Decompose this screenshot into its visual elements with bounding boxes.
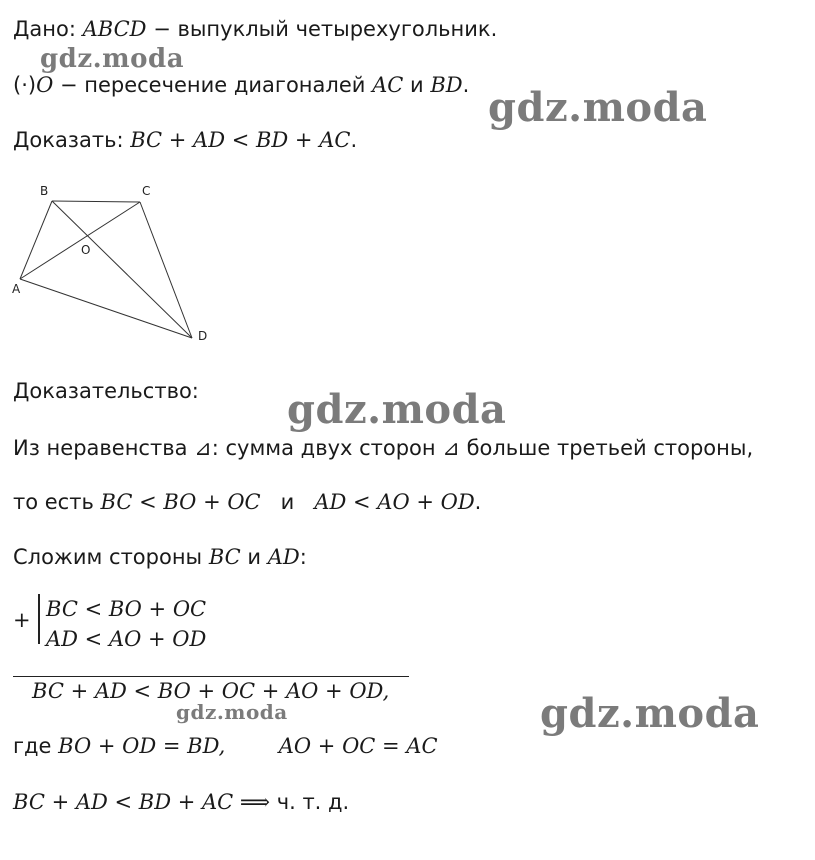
side-bc (52, 201, 140, 202)
vertex-label-a: A (12, 282, 21, 296)
watermark-bottom-right: gdz.moda (540, 690, 760, 737)
given-line-1: Дано: ABCD − выпуклый четырехугольник. (13, 17, 498, 41)
watermark-middle: gdz.moda (287, 386, 507, 433)
watermark-top-left: gdz.moda (40, 44, 185, 74)
quadrilateral-figure (8, 178, 218, 348)
side-cd (140, 202, 192, 338)
triangle-inequalities: то есть BC < BO + OC и AD < AO + OD. (13, 490, 482, 514)
vertex-label-d: D (198, 329, 208, 343)
system-inequality-2: AD < AO + OD (46, 627, 207, 651)
add-sides-line: Сложим стороны BC и AD: (13, 545, 307, 569)
diagonal-ac (20, 202, 140, 279)
vertex-label-c: C (142, 184, 151, 198)
where-line: где BO + OD = BD, AO + OC = AC (13, 734, 438, 758)
system-inequality-1: BC < BO + OC (46, 597, 207, 621)
sum-inequality: BC + AD < BO + OC + AO + OD, (32, 679, 390, 703)
watermark-top-right: gdz.moda (488, 84, 708, 131)
triangle-inequality-rule: Из неравенства ⊿: сумма двух сторон ⊿ больше третьей стороны, (13, 436, 754, 460)
side-ab (20, 201, 52, 279)
system-bracket (38, 594, 40, 644)
conclusion-line: BC + AD < BD + AC ⟹ ч. т. д. (13, 790, 350, 814)
sum-divider (13, 676, 409, 677)
vertex-label-b: B (40, 184, 49, 198)
prove-statement: Доказать: BC + AD < BD + AC. (13, 128, 358, 152)
given-line-2: (·)O − пересечение диагоналей AC и BD. (13, 73, 470, 97)
system-plus-sign: + (13, 608, 31, 632)
side-ad (20, 279, 192, 338)
diagonal-bd (52, 201, 192, 338)
intersection-label-o: O (81, 243, 91, 257)
proof-heading: Доказательство: (13, 379, 199, 403)
watermark-small-bottom: gdz.moda (176, 700, 288, 724)
